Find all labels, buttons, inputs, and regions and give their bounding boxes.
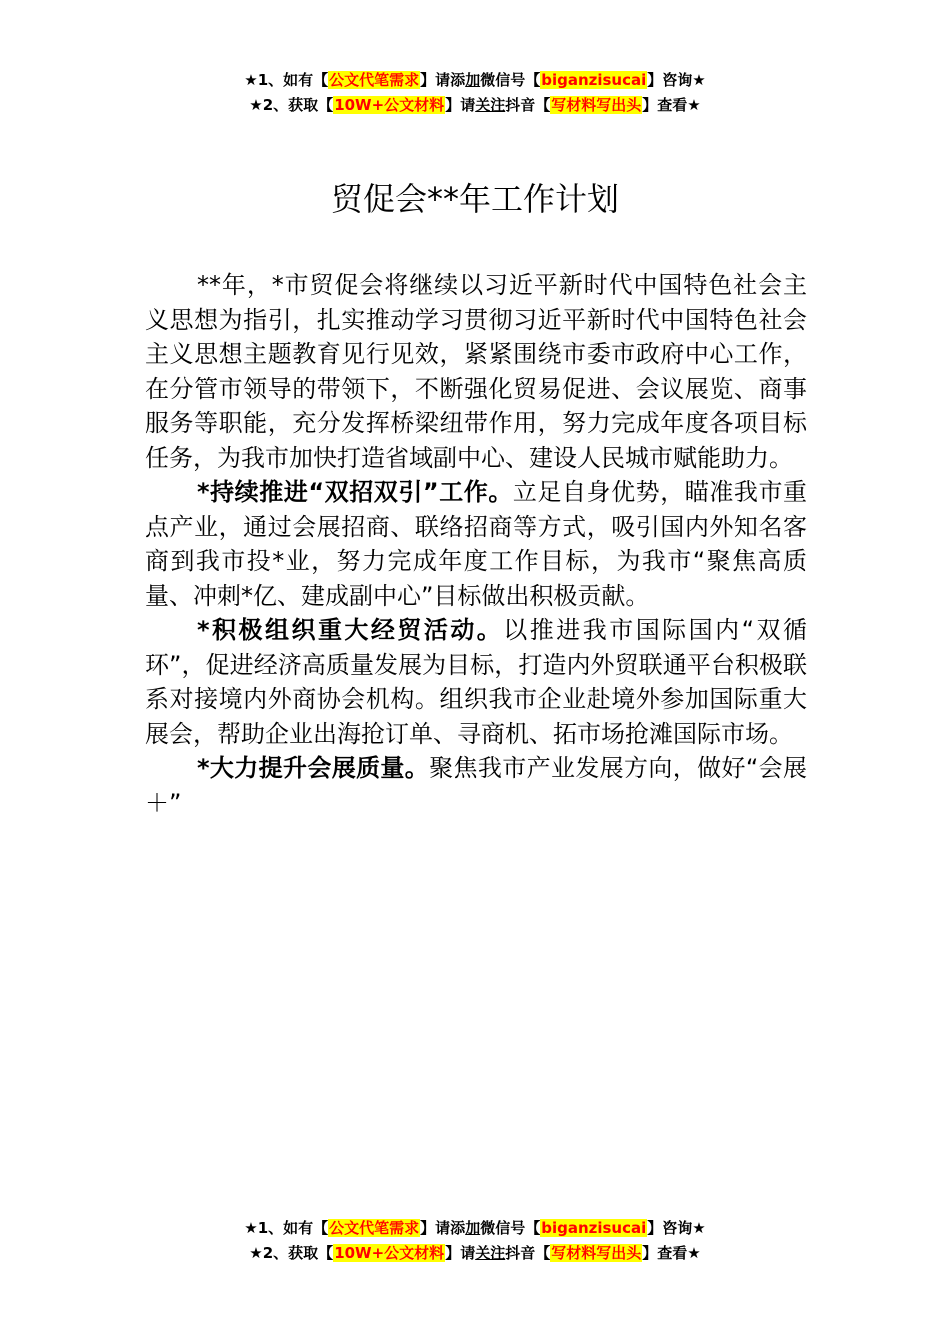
promo-text: ★2、获取【	[249, 1244, 334, 1262]
promo-line-1	[0, 68, 950, 93]
promo-text: 】查看★	[642, 96, 701, 114]
section-heading: *持续推进“双招双引”工作。	[197, 478, 513, 506]
document-title: 贸促会**年工作计划	[330, 180, 619, 218]
promo-text: 】请	[445, 1244, 476, 1262]
promo-text: 】请	[445, 96, 476, 114]
section-heading: *积极组织重大经贸活动。	[197, 616, 504, 644]
intro-paragraph: **年，*市贸促会将继续以习近平新时代中国特色社会主义思想为指引，扎实推动学习贯彻习近平新时代中国特色社会主义思想主题教育见行见效，紧紧围绕市委市政府中心工作，在分管市领导的带领下，不断强化贸易促进、会议展览、商事服务等职能，充分发挥桥梁纽带作用，努力完成年度各项目标任务，为我市加快打造省域副中心、建设人民城市赋能助力。	[145, 271, 807, 472]
promo-underlined: 加	[465, 71, 481, 89]
promo-highlight: 10W+公文材料	[334, 96, 445, 114]
promo-line-1	[0, 1216, 950, 1241]
promo-highlight: 公文代笔需求	[329, 1219, 420, 1237]
promo-highlight: 10W+公文材料	[334, 1244, 445, 1262]
section-text: 聚焦我市产业发展方向，做好“会展＋”	[145, 754, 807, 817]
promo-text: ★1、如有【	[244, 1219, 329, 1237]
promo-douyin-id: 写材料写出头	[551, 1244, 642, 1262]
promo-text: 】咨询★	[647, 71, 706, 89]
section-paragraph	[145, 613, 807, 751]
promo-text: 】请添	[420, 71, 466, 89]
promo-text: 抖音【	[505, 96, 551, 114]
promo-line-2	[0, 93, 950, 118]
promo-text: 】咨询★	[647, 1219, 706, 1237]
promo-text: 微信号【	[480, 1219, 541, 1237]
promo-text: 】查看★	[642, 1244, 701, 1262]
section-paragraph	[145, 751, 807, 820]
promo-wechat-id: biganzisucai	[541, 71, 647, 89]
promo-underlined: 关注	[475, 1244, 506, 1262]
promo-wechat-id: biganzisucai	[541, 1219, 647, 1237]
promo-text: 】请添	[420, 1219, 466, 1237]
promo-highlight: 公文代笔需求	[329, 71, 420, 89]
section-text: 以推进我市国际国内“双循环”，促进经济高质量发展为目标，打造内外贸联通平台积极联系对接境内外商协会机构。组织我市企业赴境外参加国际重大展会，帮助企业出海抢订单、寻商机、拓市场抢滩国际市场。	[145, 616, 807, 748]
section-text: 立足自身优势，瞄准我市重点产业，通过会展招商、联络招商等方式，吸引国内外知名客商到我市投*业，努力完成年度工作目标，为我市“聚焦高质量、冲刺*亿、建成副中心”目标做出积极贡献。	[145, 478, 808, 610]
section-paragraph	[145, 475, 807, 613]
promo-banner-bottom	[0, 1216, 950, 1266]
promo-line-2	[0, 1241, 950, 1266]
promo-text: ★2、获取【	[249, 96, 334, 114]
promo-text: 微信号【	[480, 71, 541, 89]
promo-underlined: 关注	[475, 96, 506, 114]
promo-douyin-id: 写材料写出头	[551, 96, 642, 114]
promo-banner-top	[0, 68, 950, 118]
promo-text: ★1、如有【	[244, 71, 329, 89]
promo-text: 抖音【	[505, 1244, 551, 1262]
promo-underlined: 加	[465, 1219, 481, 1237]
document-body	[145, 268, 807, 820]
section-heading: *大力提升会展质量。	[197, 754, 430, 782]
